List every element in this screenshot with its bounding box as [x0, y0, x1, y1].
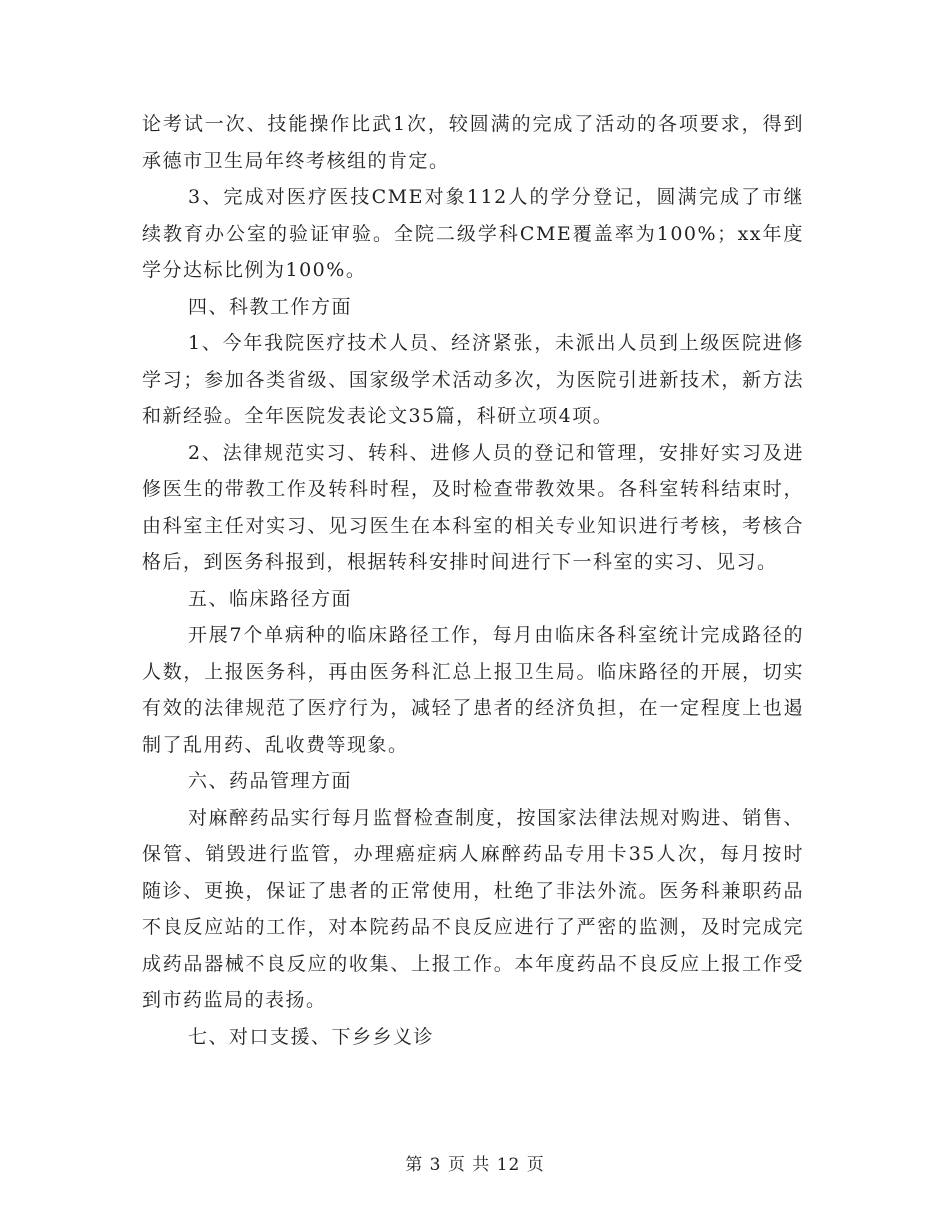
- page-number: 第 3 页 共 12 页: [405, 1155, 545, 1175]
- section-heading-5: 五、临床路径方面: [188, 587, 353, 610]
- page-footer: [0, 1150, 950, 1175]
- paragraph-0: 论考试一次、技能操作比武1次，较圆满的完成了活动的各项要求，得到承德市卫生局年终考核组的肯定。: [142, 113, 804, 172]
- paragraph-8: 对麻醉药品实行每月监督检查制度，按国家法律法规对购进、销售、保管、销毁进行监管，办理癌症病人麻醉药品专用卡35人次，每月按时随诊、更换，保证了患者的正常使用，杜绝了非法外流。医务科兼职药品不良反应站的工作，对本院药品不良反应进行了严密的监测，及时完成完成药品器械不良反应的收集、上报工作。本年度药品不良反应上报工作受到市药监局的表扬。: [142, 806, 804, 1011]
- paragraph-6: 开展7个单病种的临床路径工作，每月由临床各科室统计完成路径的人数，上报医务科，再由医务科汇总上报卫生局。临床路径的开展，切实有效的法律规范了医疗行为，减轻了患者的经济负担，在一定程度上也遏制了乱用药、乱收费等现象。: [142, 624, 804, 756]
- section-heading-4: 四、科教工作方面: [188, 295, 353, 318]
- paragraph-1: 3、完成对医疗医技CME对象112人的学分登记，圆满完成了市继续教育办公室的验证审验。全院二级学科CME覆盖率为100%；xx年度学分达标比例为100%。: [142, 186, 804, 281]
- section-heading-6: 六、药品管理方面: [188, 770, 353, 792]
- paragraph-4: 2、法律规范实习、转科、进修人员的登记和管理，安排好实习及进修医生的带教工作及转科时程，及时检查带教效果。各科室转科结束时，由科室主任对实习、见习医生在本科室的相关专业知识进行考核，考核合格后，到医务科报到，根据转科安排时间进行下一科室的实习、见习。: [142, 441, 804, 573]
- paragraph-3: 1、今年我院医疗技术人员、经济紧张，未派出人员到上级医院进修学习；参加各类省级、国家级学术活动多次，为医院引进新技术，新方法和新经验。全年医院发表论文35篇，科研立项4项。: [142, 332, 804, 427]
- section-heading-7: 七、对口支援、下乡乡义诊: [188, 1025, 435, 1048]
- document-body: [142, 106, 804, 1055]
